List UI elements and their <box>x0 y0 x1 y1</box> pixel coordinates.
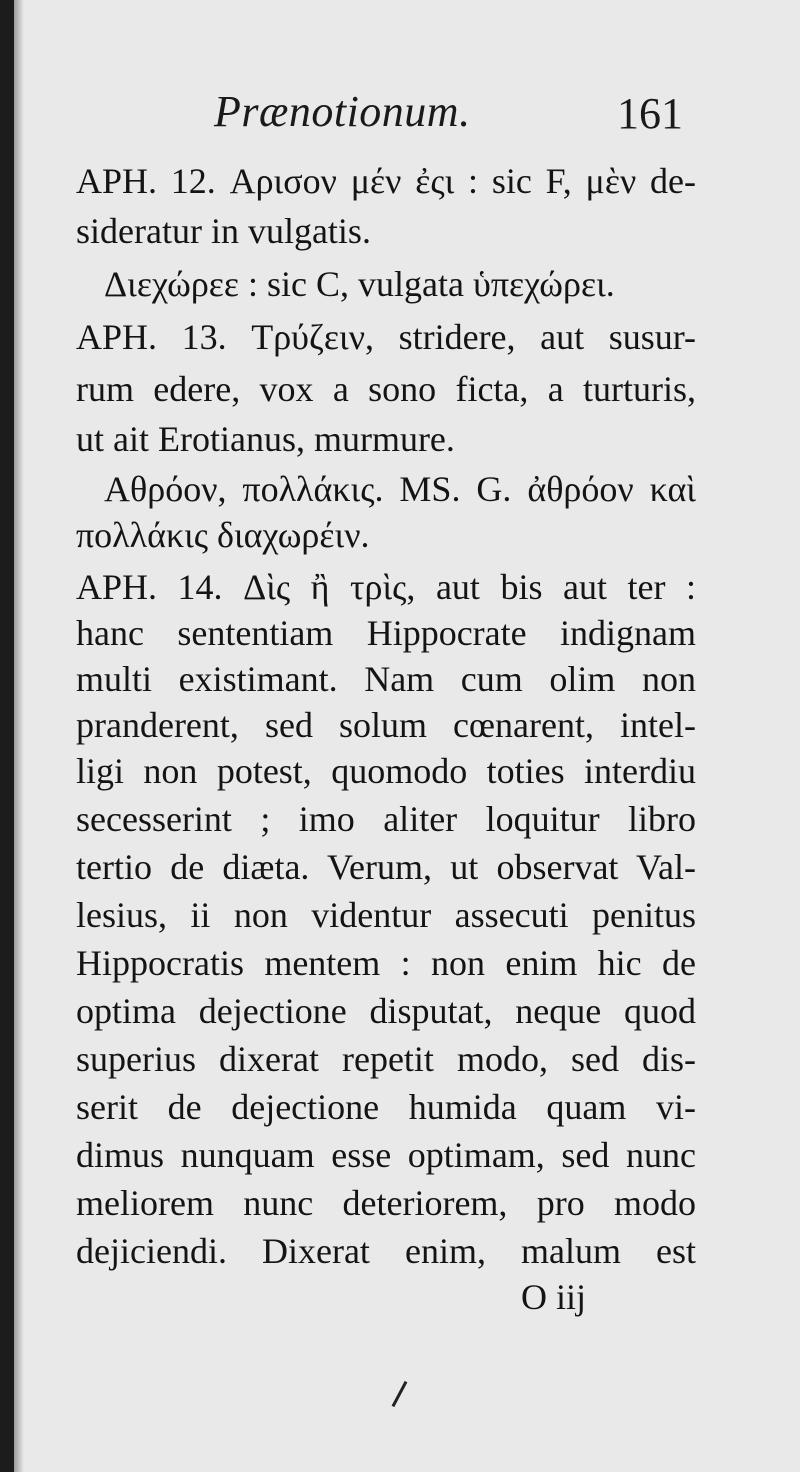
text-line-10: hanc sententiam Hippocrate indignam <box>76 613 696 653</box>
text-line-18: optima dejectione disputat, neque quod <box>76 991 696 1031</box>
text-line-19: superius dixerat repetit modo, sed dis- <box>76 1039 696 1079</box>
text-line-22: meliorem nunc deteriorem, pro modo <box>76 1183 696 1223</box>
ink-mark <box>392 1381 408 1407</box>
text-line-8: πολλάκις διαχωρέιν. <box>76 515 370 555</box>
signature-mark: O iij <box>521 1277 587 1317</box>
text-line-7: Αθρόον, πολλάκις. MS. G. ἀθρόον καὶ <box>104 469 696 509</box>
text-line-15: tertio de diæta. Verum, ut observat Val- <box>76 847 696 887</box>
text-line-4: APH. 13. Τρύζειν, stridere, aut susur- <box>76 317 696 357</box>
text-line-9: APH. 14. Δὶς ἢ τρὶς, aut bis aut ter : <box>76 567 696 607</box>
text-line-21: dimus nunquam esse optimam, sed nunc <box>76 1135 696 1175</box>
text-line-16: lesius, ii non videntur assecuti penitus <box>76 895 696 935</box>
page-number: 161 <box>617 89 683 138</box>
text-line-12: pranderent, sed solum cœnarent, intel- <box>76 705 696 745</box>
text-line-20: serit de dejectione humida quam vi- <box>76 1087 696 1127</box>
text-line-11: multi existimant. Nam cum olim non <box>76 659 696 699</box>
book-page <box>14 0 800 1472</box>
text-line-6: ut ait Erotianus, murmure. <box>76 419 455 459</box>
text-line-14: secesserint ; imo aliter loquitur libro <box>76 799 696 839</box>
text-line-1: APH. 12. Αρισον μέν ἐςι : sic F, μὲν de- <box>76 161 696 201</box>
text-line-3: Διεχώρεε : sic C, vulgata ὑπεχώρει. <box>104 264 615 304</box>
text-line-23: dejiciendi. Dixerat enim, malum est <box>76 1231 696 1271</box>
text-line-2: sideratur in vulgatis. <box>76 211 371 251</box>
text-line-5: rum edere, vox a sono ficta, a turturis, <box>76 369 696 409</box>
text-line-13: ligi non potest, quomodo toties interdiu <box>76 751 696 791</box>
running-head: Prænotionum. <box>214 87 471 136</box>
text-line-17: Hippocratis mentem : non enim hic de <box>76 943 696 983</box>
